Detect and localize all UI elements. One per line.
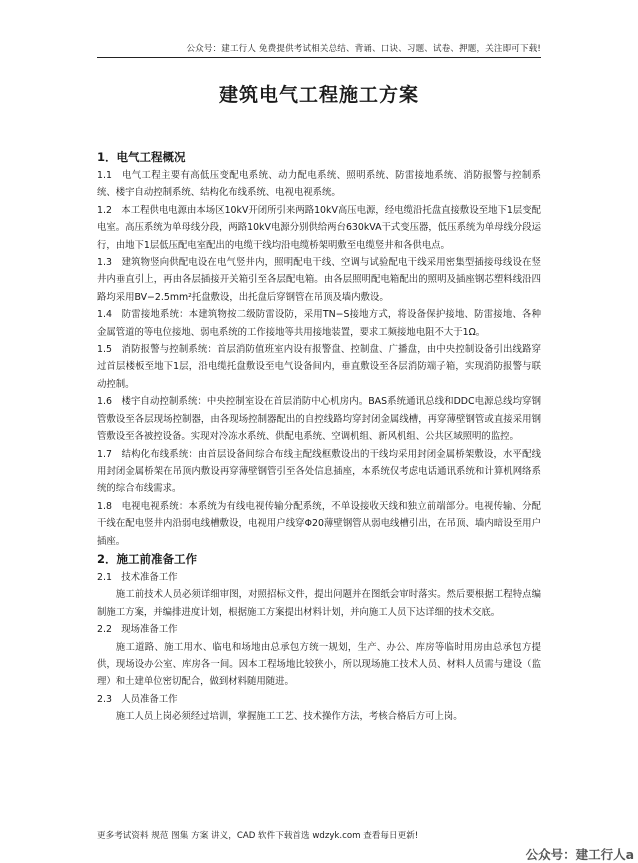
paragraph: 1.4 防雷接地系统：本建筑物按二级防雷设防，采用TN−S接地方式，将设备保护接地、防雷接地、各种金属管道的等电位接地、弱电系统的工作接地等共用接地装置，要求工频接地电阻不大于1Ω。 [97, 309, 541, 338]
subsection-heading: 2.1 技术准备工作 [97, 571, 178, 583]
subsection-heading: 2.2 现场准备工作 [97, 624, 178, 636]
paragraph: 1.3 建筑物竖向供配电设在电气竖井内，照明配电干线、空调与试验配电干线采用密集型插接母线设在竖井内垂直引上，再由各层插接开关箱引至各层配电箱。由各层照明配电箱配出的照明及插座钢芯塑料线沿四路均采用BV−2.5mm²托盘敷设，出托盘后穿钢管在吊顶及墙内敷设。 [97, 257, 541, 303]
paragraph: 1.2 本工程供电电源由本场区10kV开闭所引来两路10kV高压电源，经电缆沿托盘直接敷设至地下1层变配电室。高压系统为单母线分段，两路10kV电源分别供给两台630kVA干式变压器，低压系统为单母线分段运行，由地下1层低压配电室配出的电缆干线均沿电缆桥架明敷至电缆竖井和各供电点。 [97, 204, 541, 251]
section-heading: 1．电气工程概况 [97, 150, 186, 164]
paragraph: 1.8 电视电视系统：本系统为有线电视传输分配系统，不单设接收天线和独立前端部分。电视传输、分配干线在配电竖井内沿弱电线槽敷设，电视用户线穿Φ20薄壁钢管从弱电线槽引出，在吊顶、墙内暗设至用户插座。 [97, 500, 541, 547]
paragraph: 1.1 电气工程主要有高低压变配电系统、动力配电系统、照明系统、防雷接地系统、消防报警与控制系统、楼宇自动控制系统、结构化布线系统、电视电视系统。 [97, 170, 541, 199]
page-footer: 更多考试资料 规范 图集 方案 讲义，CAD 软件下载首选 wdzyk.com 查看每日更新! [97, 831, 419, 841]
paragraph: 1.7 结构化布线系统：由首层设备间综合布线主配线框敷设出的干线均采用封闭金属桥架敷设，水平配线用封闭金属桥架在吊顶内敷设再穿薄壁钢管引至各处信息插座，本系统仅考虑电话通讯系统和计算机网络系统的综合布线需求。 [97, 448, 541, 495]
document-title: 建筑电气工程施工方案 [218, 84, 419, 106]
document-body [97, 148, 541, 726]
paragraph: 1.5 消防报警与控制系统：首层消防值班室内设有报警盘、控制盘、广播盘，由中央控制设备引出线路穿过首层楼板至地下1层，沿电缆托盘敷设至电气设备间内，垂直敷设至各层消防端子箱，实现消防报警与联动控制。 [97, 344, 541, 390]
subsection-heading: 2.3 人员准备工作 [97, 693, 178, 705]
watermark-text: 公众号：建工行人a [525, 847, 634, 862]
section-heading: 2．施工前准备工作 [97, 551, 198, 566]
header-text: 公众号：建工行人 免费提供考试相关总结、背诵、口诀、习题、试卷、押题，关注即可下载! [186, 44, 541, 54]
paragraph: 施工前技术人员必须详细审图，对照招标文件，提出问题并在图纸会审时落实。然后要根据工程特点编制施工方案，并编排进度计划，根据施工方案提出材料计划，并向施工人员下达详细的技术交底。 [97, 589, 541, 618]
page-header [97, 0, 541, 58]
paragraph: 1.6 楼宇自动控制系统：中央控制室设在首层消防中心机房内。BAS系统通讯总线和DDC电源总线均穿钢管敷设至各层现场控制器，由各现场控制器配出的自控线路均穿封闭金属线槽，再穿薄壁钢管或直接采用钢管敷设至各被控设备。实现对冷冻水系统、供配电系统、空调机组、新风机组、公共区域照明的监控。 [97, 396, 541, 443]
paragraph: 施工人员上岗必须经过培训，掌握施工工艺、技术操作方法，考核合格后方可上岗。 [115, 711, 463, 723]
paragraph: 施工道路、施工用水、临电和场地由总承包方统一规划，生产、办公、库房等临时用房由总承包方提供，现场设办公室、库房各一间。因本工程场地比较狭小，所以现场施工技术人员、材料人员需与建设（监理）和土建单位密切配合，做到材料随用随进。 [97, 641, 541, 688]
